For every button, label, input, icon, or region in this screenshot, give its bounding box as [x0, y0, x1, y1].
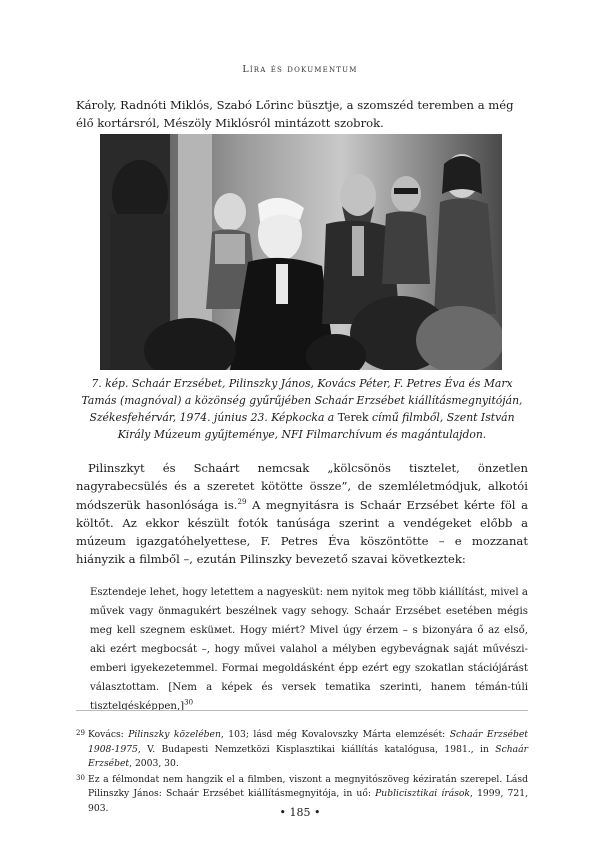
footnote-title: Publicisztikai írások — [375, 788, 471, 799]
exhibition-photo — [100, 134, 502, 370]
footnote-title: Schaár Erzsébet 1908-1975 — [88, 729, 529, 755]
footnote-text: , V. Budapesti Nemzetközi Kisplasztikai kiállítás katalógusa, 1981., in — [137, 743, 496, 755]
footnote-29 — [76, 728, 528, 772]
footnote-text: , 103; lásd még Kovalovszky Márta elemzését: — [220, 729, 450, 740]
caption-text-1: 7. kép. Schaár Erzsébet, Pilinszky János, Kovács Péter, F. Petres Éva és Marx Tamás (magnóval) a közönség gyűrűjében Schaár Erzsébet kiállításmegnyitóján, Székesfehérvár, 1974. június 23. Képkocka a — [81, 377, 523, 424]
caption-text-2: című filmből, Szent István Király Múzeum gyűjteménye, NFI Filmarchívum és magántulajdon. — [117, 411, 515, 441]
footnote-title: Pilinszky közelében — [128, 729, 221, 740]
intro-paragraph: Károly, Radnóti Miklós, Szabó Lőrinc büsztje, a szomszéd teremben a még élő kortársról, Mészöly Miklósról mintázott szobrok. — [76, 98, 514, 130]
body-text-2: A megnyitásra is Schaár Erzsébet kérte föl a költőt. Az ekkor készült fotók tanúsága szerint a vendégeket előbb a múzeum igazgatóhelyettese, F. Petres Éva köszöntötte – e mozzanat hiányzik a filmből –, ezután Pilinszky bevezető szavai következtek: — [76, 497, 528, 567]
running-head: Líra és dokumentum — [242, 64, 358, 75]
footnote-number: 30 — [76, 773, 85, 782]
footnote-ref-29[interactable]: 29 — [237, 497, 247, 506]
body-text-1: Pilinszkyt és Schaárt nemcsak „kölcsönös tisztelet, önzetlen nagyrabecsülés és a szeretet kötötte össze”, de szemléletmódjuk, alkotói módszerük hasonlósága is. — [76, 461, 528, 512]
block-quote — [90, 583, 528, 716]
footnote-text: Ez a félmondat nem hangzik el a filmben, viszont a megnyitószöveg kéziratán szerepel. Lásd Pilinszky János: Schaár Erzsébet kiállításmegnyitója, in uő: — [88, 773, 528, 799]
body-paragraph — [76, 459, 528, 569]
footnote-title: Schaár Erzsébet — [88, 743, 528, 769]
footnote-number: 29 — [76, 729, 85, 737]
page-number: • 185 • — [279, 806, 321, 819]
footnotes — [76, 728, 528, 817]
footnote-text: Kovács: — [88, 729, 129, 740]
footnote-separator — [76, 710, 528, 711]
quote-text: Esztendeje lehet, hogy letettem a nagyesküt: nem nyitok meg több kiállítást, mivel a művek vagy önmagukért beszélnek vagy sehogy. Schaár Erzsébet esetében mégis meg kell szegnem esküмet. Hogy miért? Mivel úgy érzem – s bizonyára ő az első, aki ezért megbocsát –, hogy művei valahol a mélyben egybevágnak saját művészi-emberi igyekezetemmel. Formai megoldásként épp ezért egy szokatlan stációjárást választottam. [Nem a képek és versek tematika szerinti, hanem témán-túli tisztelgésképpen,] — [90, 587, 528, 712]
footnote-text: , 2003, 30. — [129, 758, 179, 769]
footnote-text: , 1999, 721, 903. — [88, 788, 528, 814]
footnote-ref-30[interactable]: 30 — [184, 698, 194, 707]
caption-film-title: Terek — [337, 411, 369, 424]
photo-caption — [80, 375, 524, 443]
photo-illustration — [100, 134, 502, 370]
